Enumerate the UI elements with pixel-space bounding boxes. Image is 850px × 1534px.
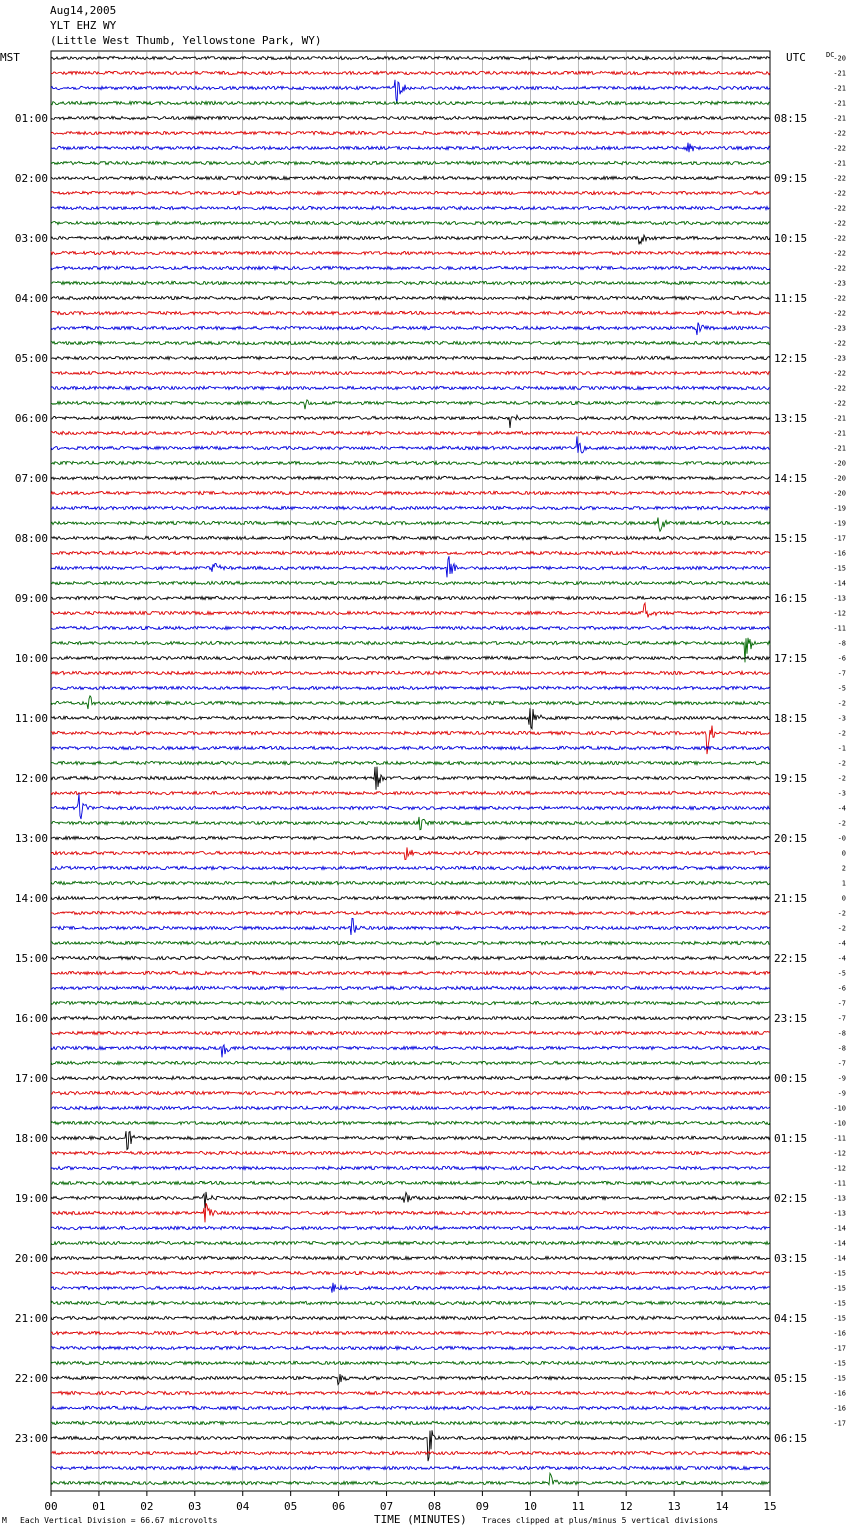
left-hour-label: 13:00 <box>14 832 48 845</box>
dc-offset: -22 <box>833 369 846 378</box>
x-tick-label: 10 <box>523 1500 537 1513</box>
left-hour-label: 01:00 <box>14 112 48 125</box>
dc-offset: -3 <box>837 789 846 798</box>
left-hour-label: 21:00 <box>14 1312 48 1325</box>
dc-offset: -20 <box>833 459 846 468</box>
dc-offset: -12 <box>833 1164 846 1173</box>
dc-offset: -14 <box>833 1224 846 1233</box>
left-hour-label: 06:00 <box>14 412 48 425</box>
dc-offset: 1 <box>841 879 846 888</box>
dc-offset: -2 <box>837 909 846 918</box>
dc-offset: -2 <box>837 774 846 783</box>
dc-offset: -23 <box>833 324 846 333</box>
left-hour-label: 02:00 <box>14 172 48 185</box>
dc-offset: -21 <box>833 69 846 78</box>
right-hour-label: 05:15 <box>774 1372 808 1385</box>
dc-offset: -11 <box>833 1179 846 1188</box>
x-tick-label: 09 <box>475 1500 490 1513</box>
dc-offset: -21 <box>833 114 846 123</box>
dc-offset: -22 <box>833 129 846 138</box>
right-hour-label: 16:15 <box>774 592 808 605</box>
x-tick-label: 05 <box>284 1500 298 1513</box>
right-hour-label: 09:15 <box>774 172 808 185</box>
dc-offset: -2 <box>837 699 846 708</box>
dc-offset: -6 <box>837 984 846 993</box>
dc-offset: -17 <box>833 1419 846 1428</box>
footer-mark: M <box>2 1516 7 1525</box>
dc-offset: -22 <box>833 339 846 348</box>
dc-offset: -4 <box>837 939 846 948</box>
dc-offset: -22 <box>833 249 846 258</box>
dc-offset: -21 <box>833 414 846 423</box>
right-hour-label: 04:15 <box>774 1312 808 1325</box>
x-tick-label: 02 <box>140 1500 154 1513</box>
dc-offset: -9 <box>837 1089 846 1098</box>
right-hour-label: 18:15 <box>774 712 808 725</box>
right-hour-label: 13:15 <box>774 412 808 425</box>
dc-offset: -16 <box>833 1404 846 1413</box>
left-hour-label: 09:00 <box>14 592 48 605</box>
dc-offset: -21 <box>833 429 846 438</box>
dc-offset: -2 <box>837 759 846 768</box>
dc-offset: -1 <box>837 744 846 753</box>
left-zone-label: MST <box>0 51 20 64</box>
dc-offset: -22 <box>833 219 846 228</box>
header-date: Aug14,2005 <box>50 4 117 17</box>
dc-offset: -15 <box>833 1314 846 1323</box>
left-hour-label: 12:00 <box>14 772 48 785</box>
dc-offset: -5 <box>837 684 846 693</box>
left-hour-label: 20:00 <box>14 1252 48 1265</box>
left-hour-label: 04:00 <box>14 292 48 305</box>
left-hour-label: 22:00 <box>14 1372 48 1385</box>
x-tick-label: 14 <box>715 1500 729 1513</box>
right-hour-label: 01:15 <box>774 1132 808 1145</box>
right-hour-label: 14:15 <box>774 472 808 485</box>
left-hour-label: 07:00 <box>14 472 48 485</box>
right-hour-label: 21:15 <box>774 892 808 905</box>
dc-offset: -19 <box>833 519 846 528</box>
dc-offset: -0 <box>837 834 846 843</box>
x-tick-label: 01 <box>92 1500 106 1513</box>
footer-clip: Traces clipped at plus/minus 5 vertical divisions <box>482 1516 719 1525</box>
x-tick-label: 07 <box>379 1500 394 1513</box>
dc-offset-labels <box>833 55 846 1428</box>
dc-offset: -21 <box>833 84 846 93</box>
dc-offset: -22 <box>833 384 846 393</box>
header-station: YLT EHZ WY <box>50 19 117 32</box>
dc-offset: -2 <box>837 729 846 738</box>
left-hour-label: 19:00 <box>14 1192 48 1205</box>
dc-offset: -12 <box>833 609 846 618</box>
dc-offset: -22 <box>833 264 846 273</box>
dc-offset: -8 <box>837 1044 846 1053</box>
dc-offset: -22 <box>833 144 846 153</box>
x-axis-title: TIME (MINUTES) <box>374 1513 467 1526</box>
dc-offset: -6 <box>837 654 846 663</box>
dc-offset: -10 <box>833 1119 846 1128</box>
dc-offset: -7 <box>837 999 846 1008</box>
right-hour-label: 17:15 <box>774 652 808 665</box>
left-hour-label: 08:00 <box>14 532 48 545</box>
dc-offset: 0 <box>841 849 846 858</box>
dc-offset: -10 <box>833 1104 846 1113</box>
dc-offset: -21 <box>833 444 846 453</box>
dc-offset: -16 <box>833 549 846 558</box>
x-tick-labels <box>44 1491 776 1513</box>
left-hour-label: 15:00 <box>14 952 48 965</box>
dc-offset: 0 <box>841 894 846 903</box>
left-hour-label: 18:00 <box>14 1132 48 1145</box>
right-hour-label: 23:15 <box>774 1012 808 1025</box>
dc-offset: -22 <box>833 309 846 318</box>
dc-offset: -2 <box>837 819 846 828</box>
dc-offset: -17 <box>833 1344 846 1353</box>
dc-offset: -7 <box>837 1059 846 1068</box>
dc-offset: -16 <box>833 1329 846 1338</box>
dc-offset: -21 <box>833 99 846 108</box>
x-tick-label: 00 <box>44 1500 58 1513</box>
dc-offset: -13 <box>833 1194 846 1203</box>
right-hour-label: 15:15 <box>774 532 808 545</box>
header-location: (Little West Thumb, Yellowstone Park, WY) <box>50 34 322 47</box>
dc-header: DC <box>826 51 835 59</box>
right-hour-label: 03:15 <box>774 1252 808 1265</box>
dc-offset: -8 <box>837 639 846 648</box>
dc-offset: -22 <box>833 204 846 213</box>
dc-offset: -17 <box>833 534 846 543</box>
x-tick-label: 15 <box>763 1500 777 1513</box>
dc-offset: -15 <box>833 1269 846 1278</box>
dc-offset: 2 <box>841 864 846 873</box>
x-tick-label: 04 <box>236 1500 250 1513</box>
dc-offset: -15 <box>833 1359 846 1368</box>
left-hour-label: 10:00 <box>14 652 48 665</box>
dc-offset: -20 <box>833 474 846 483</box>
dc-offset: -23 <box>833 279 846 288</box>
dc-offset: -15 <box>833 564 846 573</box>
dc-offset: -22 <box>833 189 846 198</box>
x-tick-label: 11 <box>571 1500 585 1513</box>
dc-offset: -14 <box>833 1239 846 1248</box>
dc-offset: -15 <box>833 1284 846 1293</box>
dc-offset: -11 <box>833 624 846 633</box>
right-hour-label: 19:15 <box>774 772 808 785</box>
x-tick-label: 06 <box>331 1500 346 1513</box>
dc-offset: -21 <box>833 159 846 168</box>
right-hour-labels <box>774 112 807 1445</box>
dc-offset: -5 <box>837 969 846 978</box>
dc-offset: -14 <box>833 1254 846 1263</box>
left-hour-labels <box>15 112 48 1445</box>
right-hour-label: 08:15 <box>774 112 808 125</box>
right-hour-label: 02:15 <box>774 1192 808 1205</box>
left-hour-label: 17:00 <box>14 1072 48 1085</box>
dc-offset: -22 <box>833 174 846 183</box>
x-tick-label: 12 <box>619 1500 633 1513</box>
dc-offset: -9 <box>837 1074 846 1083</box>
left-hour-label: 11:00 <box>14 712 48 725</box>
dc-offset: -7 <box>837 1014 846 1023</box>
dc-offset: -7 <box>837 669 846 678</box>
dc-offset: -16 <box>833 1389 846 1398</box>
right-hour-label: 20:15 <box>774 832 808 845</box>
left-hour-label: 16:00 <box>14 1012 48 1025</box>
dc-offset: -20 <box>833 489 846 498</box>
dc-offset: -2 <box>837 924 846 933</box>
x-tick-label: 08 <box>427 1500 442 1513</box>
dc-offset: -8 <box>837 1029 846 1038</box>
dc-offset: -22 <box>833 234 846 243</box>
dc-offset: -4 <box>837 954 846 963</box>
dc-offset: -22 <box>833 294 846 303</box>
right-hour-label: 00:15 <box>774 1072 808 1085</box>
x-tick-label: 13 <box>667 1500 681 1513</box>
left-hour-label: 23:00 <box>14 1432 48 1445</box>
dc-offset: -14 <box>833 579 846 588</box>
left-hour-label: 05:00 <box>14 352 48 365</box>
right-hour-label: 12:15 <box>774 352 808 365</box>
right-hour-label: 06:15 <box>774 1432 808 1445</box>
right-zone-label: UTC <box>786 51 806 64</box>
right-hour-label: 22:15 <box>774 952 808 965</box>
dc-offset: -12 <box>833 1149 846 1158</box>
dc-offset: -15 <box>833 1374 846 1383</box>
right-hour-label: 11:15 <box>774 292 808 305</box>
dc-offset: -4 <box>837 804 846 813</box>
right-hour-label: 10:15 <box>774 232 808 245</box>
dc-offset: -19 <box>833 504 846 513</box>
dc-offset: -22 <box>833 399 846 408</box>
footer-division: Each Vertical Division = 66.67 microvolts <box>20 1516 218 1525</box>
dc-offset: -13 <box>833 594 846 603</box>
x-tick-label: 03 <box>188 1500 202 1513</box>
left-hour-label: 03:00 <box>14 232 48 245</box>
dc-offset: -13 <box>833 1209 846 1218</box>
dc-offset: -20 <box>833 54 846 63</box>
dc-offset: -11 <box>833 1134 846 1143</box>
left-hour-label: 14:00 <box>14 892 48 905</box>
dc-offset: -3 <box>837 714 846 723</box>
dc-offset: -23 <box>833 354 846 363</box>
dc-offset: -15 <box>833 1299 846 1308</box>
